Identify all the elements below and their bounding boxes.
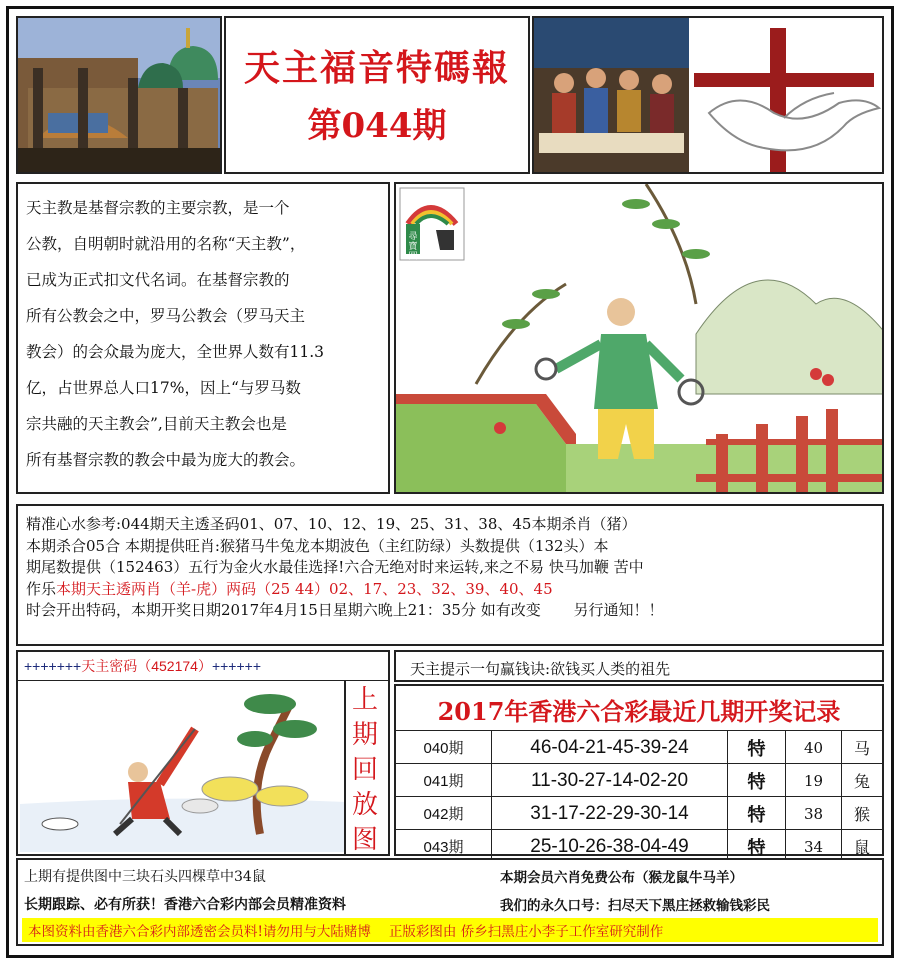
secret-code-label: 天主密码（452174） [81,658,212,674]
table-row [396,796,882,830]
table-row [396,730,882,764]
numbers-cell: 31-17-22-29-30-14 [492,797,728,830]
footer-banner-right: 正版彩图由 侨乡扫黑庄小李子工作室研究制作 [388,924,664,940]
intro-line: 已成为正式扣文代名词。在基督宗教的 [26,271,290,289]
treasure-stamp-label: 尋寶圖 [408,232,418,262]
replay-char: 回 [351,754,378,785]
intro-line: 教会）的会众最为庞大，全世界人数有11.3 [26,343,325,361]
zodiac-cell: 兔 [853,772,870,791]
period-cell: 042期 [396,797,492,830]
zodiac-cell: 鼠 [853,838,870,857]
tips-line-prefix: 作乐 [26,579,57,598]
zodiac-cell: 马 [853,739,870,758]
period-cell: 040期 [396,731,492,764]
special-number: 19 [786,764,842,797]
intro-line: 亿，占世界总人口17%，因上“与罗马数 [26,379,301,397]
footer-line2-right: 我们的永久口号：扫尽天下黑庄拯救输钱彩民 [500,898,770,914]
tips-line: 精准心水参考:044期天主透圣码01、07、10、12、19、25、31、38、45本期杀肖（猪） [26,515,637,533]
tips-line [26,579,876,601]
special-label: 特 [728,731,786,764]
church-photo [16,16,222,174]
secret-suffix: ++++++ [211,658,262,674]
secret-code [24,656,261,676]
fishing-illustration [20,684,346,852]
secret-prefix: +++++++ [24,658,82,674]
tips-line [26,600,876,622]
notice-text: 另行通知！！ [573,601,664,619]
religious-images [532,16,884,174]
hint-text [410,658,670,679]
period-cell: 041期 [396,764,492,797]
records-title: 2017年香港六合彩最近几期开奖记录 [437,697,841,726]
tips-text [26,514,876,622]
tips-line: 本期杀合05合 本期提供旺肖:猴猪马牛兔龙本期波色（主红防绿）头数提供（132头）本 [26,536,609,555]
intro-line: 宗共融的天主教会”,目前天主教会也是 [26,415,287,433]
issue-number: 第044期 [307,106,447,146]
period-cell: 043期 [396,830,492,863]
intro-panel [16,182,390,494]
table-row [396,763,882,797]
intro-text [26,190,384,478]
special-number: 40 [786,731,842,764]
intro-line: 所有基督宗教的教会中最为庞大的教会。 [26,451,306,469]
draw-date-text: 时会开出特码，本期开奖日期2017年4月15日星期六晚上21：35分 如有改变 [26,601,541,619]
zodiac-cell: 猴 [853,805,870,824]
footer-line1-left: 上期有提供图中三块石头四棵草中34鼠 [24,869,266,885]
tips-panel [16,504,884,646]
replay-char: 放 [351,790,378,821]
special-label: 特 [728,830,786,863]
hint-box [394,650,884,682]
special-number: 38 [786,797,842,830]
numbers-cell: 25-10-26-38-04-49 [492,830,728,863]
special-number: 34 [786,830,842,863]
footer-line1-right: 本期会员六肖免费公布（猴龙鼠牛马羊） [500,870,743,886]
footer-banner [22,918,878,942]
tips-line: 期尾数提供（152463）五行为金火水最佳选择!六合无绝对时来运转,来之不易 快马加鞭 苦中 [26,558,644,576]
numbers-cell: 46-04-21-45-39-24 [492,731,728,764]
footer-banner-left: 本图资料由香港六合彩内部透密会员料!请勿用与大陆赌博 [28,924,371,940]
footer-panel [16,858,884,946]
intro-line: 天主教是基督宗教的主要宗教，是一个 [26,199,290,217]
hint-label: 天主提示一句赢钱诀: [410,660,551,678]
newspaper-title: 天主福音特碼報 [243,47,510,89]
footer-line2-left: 长期跟踪、必有所获！香港六合彩内部会员精准资料 [24,897,346,913]
special-label: 特 [728,764,786,797]
replay-char: 期 [351,719,378,750]
intro-line: 公教，自明朝时就沿用的名称“天主教”， [26,235,306,253]
replay-label [342,682,388,856]
treasure-illustration [394,182,884,494]
masthead [224,16,530,174]
highlight-picks: 本期天主透两肖（羊-虎）两码（25 44）02、17、23、32、39、40、45 [56,579,553,598]
replay-panel [16,650,390,856]
intro-line: 所有公教会之中，罗马公教会（罗马天主 [26,307,306,325]
replay-char: 上 [351,684,378,715]
numbers-cell: 11-30-27-14-02-20 [492,764,728,797]
hint-riddle: 欲钱买人类的祖先 [550,660,671,678]
special-label: 特 [728,797,786,830]
replay-divider [344,680,346,854]
replay-char: 图 [351,825,378,856]
secret-divider [18,680,388,681]
